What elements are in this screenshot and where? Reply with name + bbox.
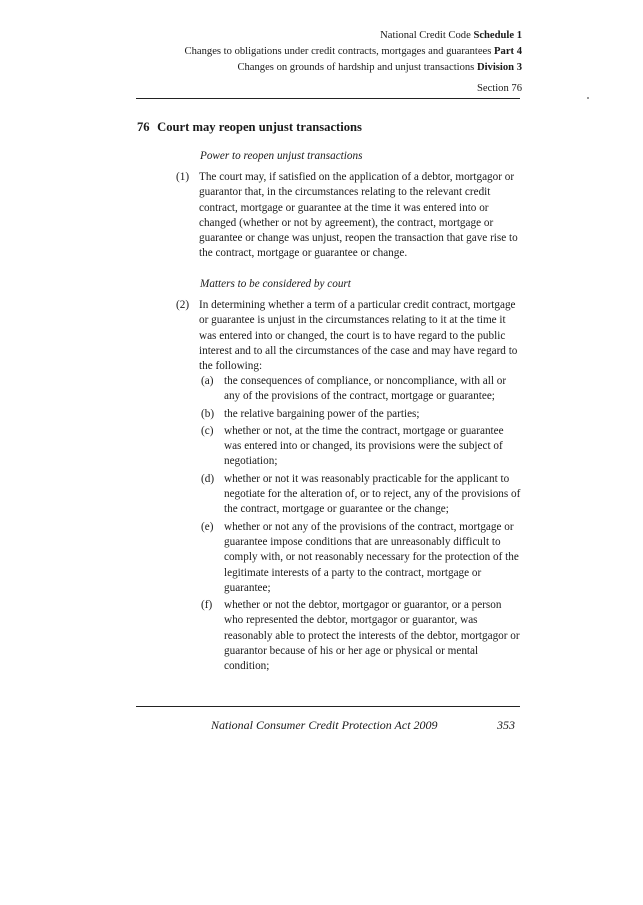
- item-text: whether or not the debtor, mortgagor or guarantor, or a person who represented the debtor, mortgagor or guarantor, was reasonably able to protect the interests of the debtor, mortgagor or guarantor because of his or her age or physical or mental condition;: [224, 599, 520, 673]
- list-item: [201, 374, 521, 405]
- list-item: [201, 598, 521, 674]
- subsection-text: In determining whether a term of a particular credit contract, mortgage or guarantee is unjust in the circumstances relating to it at the time it was entered into or changed, the court is to have regard to the public interest and to all the circumstances of the case and may have regard to the following:: [199, 299, 518, 373]
- footer-divider: [136, 706, 520, 707]
- subsection-text: The court may, if satisfied on the application of a debtor, mortgagor or guarantor that, in the circumstances relating to the relevant credit contract, mortgage or guarantee at the time it was entered into or changed (whether or not by agreement), the contract, mortgage or guarantee or change was unjust, reopen the transaction that gave rise to the contract, mortgage or guarantee or change.: [199, 171, 518, 260]
- item-text: whether or not, at the time the contract, mortgage or guarantee was entered into or changed, its provisions were the subject of negotiation;: [224, 424, 504, 468]
- section-title-text: Court may reopen unjust transactions: [157, 120, 362, 134]
- scan-speck: [587, 97, 589, 99]
- item-text: whether or not any of the provisions of the contract, mortgage or guarantee impose conditions that are unreasonably difficult to comply with, or not reasonably necessary for the protection of the legitimate interests of a party to the contract, mortgage or guarantee;: [224, 520, 519, 594]
- item-label: (b): [201, 407, 215, 420]
- header-line-division: Changes on grounds of hardship and unjust transactions Division 3: [237, 62, 522, 73]
- subsection-1: [176, 170, 520, 262]
- paragraph-list: [201, 374, 521, 677]
- subsection-number: (2): [176, 299, 190, 311]
- page-number: 353: [497, 718, 515, 732]
- item-label: (e): [201, 520, 214, 533]
- item-text: whether or not it was reasonably practicable for the applicant to negotiate for the alteration of, or to reject, any of the provisions of the contract, mortgage or guarantee or the change;: [224, 472, 521, 516]
- section-reference: Section 76: [476, 83, 522, 94]
- section-title: [137, 120, 362, 135]
- list-item: [201, 520, 521, 596]
- header-line-part: Changes to obligations under credit contracts, mortgages and guarantees Part 4: [184, 46, 522, 57]
- item-text: the relative bargaining power of the parties;: [224, 407, 420, 420]
- header-divider: [136, 98, 520, 99]
- item-text: the consequences of compliance, or noncompliance, with all or any of the provisions of the contract, mortgage or guarantee;: [224, 375, 507, 403]
- list-item: [201, 424, 521, 470]
- list-item: [201, 472, 521, 518]
- item-label: (a): [201, 375, 214, 387]
- subheading-power: Power to reopen unjust transactions: [200, 150, 363, 162]
- header-line-schedule: National Credit Code Schedule 1: [380, 30, 522, 41]
- list-item: [201, 407, 521, 422]
- item-label: (d): [201, 472, 215, 485]
- running-header: [185, 28, 522, 76]
- item-label: (f): [201, 599, 213, 612]
- section-number: 76: [137, 120, 150, 134]
- item-label: (c): [201, 424, 214, 437]
- subheading-matters: Matters to be considered by court: [200, 278, 351, 290]
- subsection-number: (1): [176, 171, 190, 183]
- subsection-2: [176, 298, 520, 374]
- footer-act-title: National Consumer Credit Protection Act 2009: [211, 718, 438, 732]
